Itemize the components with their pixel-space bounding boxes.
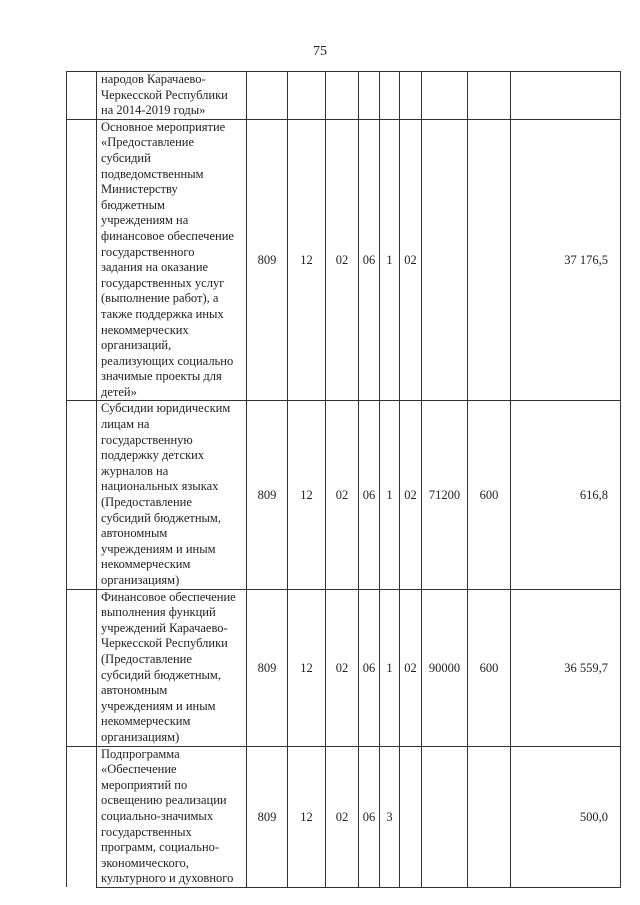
budget-table bbox=[66, 71, 621, 888]
section-code-cell bbox=[288, 72, 326, 120]
item-name-line: детей» bbox=[101, 384, 137, 399]
page-number: 75 bbox=[313, 44, 327, 59]
subsection-code-cell: 02 bbox=[326, 119, 359, 401]
row-number-cell bbox=[67, 746, 97, 887]
item-name-cell bbox=[97, 119, 247, 401]
event-code-cell bbox=[400, 72, 422, 120]
item-name-line: некоммерческих bbox=[101, 322, 189, 337]
item-name-line: народов Карачаево- bbox=[101, 72, 206, 86]
row-number-cell bbox=[67, 119, 97, 401]
item-name-line: субсидий бюджетным, bbox=[101, 667, 221, 682]
item-name-line: программ, социально- bbox=[101, 840, 220, 855]
ministry-code-cell: 809 bbox=[247, 401, 288, 589]
expense-type-cell: 600 bbox=[468, 589, 511, 746]
item-name-line: социально-значимых bbox=[101, 808, 214, 823]
item-name-line: организаций, bbox=[101, 338, 172, 353]
item-name-line: экономического, bbox=[101, 855, 189, 870]
event-code-cell bbox=[400, 746, 422, 887]
item-name-line: учреждениям и иным bbox=[101, 698, 216, 713]
item-name-line: некоммерческим bbox=[101, 557, 191, 572]
row-number-cell bbox=[67, 72, 97, 120]
item-name-line: освещению реализации bbox=[101, 793, 227, 808]
amount-cell: 37 176,5 bbox=[511, 119, 621, 401]
section-code-cell: 12 bbox=[288, 746, 326, 887]
table-row bbox=[67, 72, 621, 120]
item-name-line: журналов на bbox=[101, 463, 169, 478]
item-name-line: государственного bbox=[101, 244, 195, 259]
section-code-cell: 12 bbox=[288, 401, 326, 589]
event-code-cell: 02 bbox=[400, 119, 422, 401]
item-name-line: на 2014-2019 годы» bbox=[101, 103, 206, 118]
amount-cell bbox=[511, 72, 621, 120]
row-number-cell bbox=[67, 401, 97, 589]
expense-type-cell bbox=[468, 72, 511, 120]
item-name-line: учреждений Карачаево- bbox=[101, 620, 228, 635]
direction-code-cell bbox=[422, 746, 468, 887]
direction-code-cell bbox=[422, 72, 468, 120]
item-name-line: Черкесской Республики bbox=[101, 87, 228, 102]
item-name-line: государственных bbox=[101, 824, 192, 839]
item-name-line: некоммерческим bbox=[101, 714, 191, 729]
item-name-line: культурного и духовного bbox=[101, 871, 234, 886]
subprogram-code-cell: 3 bbox=[380, 746, 400, 887]
item-name-cell bbox=[97, 589, 247, 746]
direction-code-cell: 90000 bbox=[422, 589, 468, 746]
subsection-code-cell: 02 bbox=[326, 401, 359, 589]
item-name-line: государственных услуг bbox=[101, 275, 225, 290]
item-name-line: организациям) bbox=[101, 573, 180, 587]
program-code-cell: 06 bbox=[359, 401, 380, 589]
direction-code-cell: 71200 bbox=[422, 401, 468, 589]
amount-cell: 36 559,7 bbox=[511, 589, 621, 746]
table-row bbox=[67, 401, 621, 589]
ministry-code-cell: 809 bbox=[247, 589, 288, 746]
item-name-line: (Предоставление bbox=[101, 651, 192, 666]
item-name-line: субсидий bbox=[101, 150, 151, 165]
amount-cell: 616,8 bbox=[511, 401, 621, 589]
section-code-cell: 12 bbox=[288, 589, 326, 746]
item-name-line: поддержку детских bbox=[101, 448, 205, 463]
item-name-line: Подпрограмма bbox=[101, 746, 180, 761]
program-code-cell: 06 bbox=[359, 119, 380, 401]
program-code-cell: 06 bbox=[359, 746, 380, 887]
item-name-line: субсидий бюджетным, bbox=[101, 510, 221, 525]
item-name-line: автономным bbox=[101, 683, 168, 698]
expense-type-cell bbox=[468, 119, 511, 401]
item-name-line: реализующих социально bbox=[101, 353, 234, 368]
item-name-line: Финансовое обеспечение bbox=[101, 589, 236, 604]
item-name-line: значимые проекты для bbox=[101, 369, 222, 384]
item-name-line: Министерству bbox=[101, 182, 178, 197]
item-name-line: учреждениям и иным bbox=[101, 541, 216, 556]
item-name-cell bbox=[97, 72, 247, 120]
section-code-cell: 12 bbox=[288, 119, 326, 401]
subprogram-code-cell: 1 bbox=[380, 401, 400, 589]
item-name-line: финансовое обеспечение bbox=[101, 228, 234, 243]
amount-cell: 500,0 bbox=[511, 746, 621, 887]
item-name-line: подведомственным bbox=[101, 166, 204, 181]
item-name-line: выполнения функций bbox=[101, 605, 216, 620]
item-name-line: (выполнение работ), а bbox=[101, 291, 219, 306]
item-name-line: также поддержка иных bbox=[101, 306, 224, 321]
table-row bbox=[67, 119, 621, 401]
item-name-line: «Обеспечение bbox=[101, 762, 177, 777]
subprogram-code-cell: 1 bbox=[380, 119, 400, 401]
expense-type-cell bbox=[468, 746, 511, 887]
item-name-line: задания на оказание bbox=[101, 260, 209, 275]
subsection-code-cell: 02 bbox=[326, 746, 359, 887]
item-name-line: (Предоставление bbox=[101, 495, 192, 510]
item-name-line: государственную bbox=[101, 432, 193, 447]
direction-code-cell bbox=[422, 119, 468, 401]
subsection-code-cell bbox=[326, 72, 359, 120]
ministry-code-cell: 809 bbox=[247, 746, 288, 887]
ministry-code-cell bbox=[247, 72, 288, 120]
item-name-line: национальных языках bbox=[101, 479, 219, 494]
item-name-line: организациям) bbox=[101, 729, 180, 744]
table-row bbox=[67, 589, 621, 746]
ministry-code-cell: 809 bbox=[247, 119, 288, 401]
row-number-cell bbox=[67, 589, 97, 746]
subsection-code-cell: 02 bbox=[326, 589, 359, 746]
program-code-cell bbox=[359, 72, 380, 120]
item-name-line: автономным bbox=[101, 526, 168, 541]
subprogram-code-cell: 1 bbox=[380, 589, 400, 746]
item-name-line: Черкесской Республики bbox=[101, 636, 228, 651]
item-name-cell bbox=[97, 401, 247, 589]
item-name-line: Субсидии юридическим bbox=[101, 401, 231, 416]
event-code-cell: 02 bbox=[400, 401, 422, 589]
event-code-cell: 02 bbox=[400, 589, 422, 746]
item-name-line: лицам на bbox=[101, 417, 150, 432]
item-name-line: учреждениям на bbox=[101, 213, 189, 228]
program-code-cell: 06 bbox=[359, 589, 380, 746]
subprogram-code-cell bbox=[380, 72, 400, 120]
item-name-line: Основное мероприятие bbox=[101, 119, 226, 134]
table-row bbox=[67, 746, 621, 887]
item-name-line: «Предоставление bbox=[101, 135, 194, 150]
item-name-line: мероприятий по bbox=[101, 777, 188, 792]
expense-type-cell: 600 bbox=[468, 401, 511, 589]
item-name-cell bbox=[97, 746, 247, 887]
item-name-line: бюджетным bbox=[101, 197, 165, 212]
